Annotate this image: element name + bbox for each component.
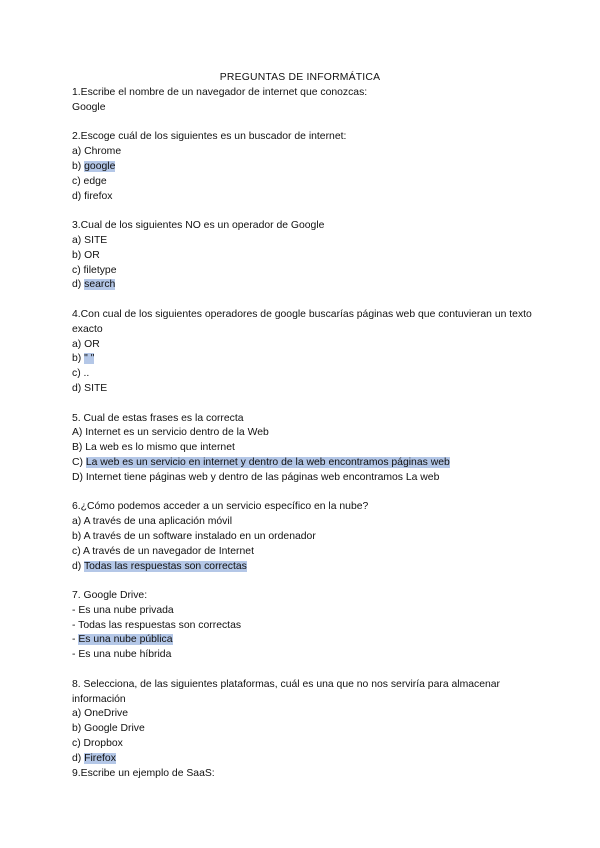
question-5: 5. Cual de estas frases es la correcta [72, 412, 244, 424]
highlighted-answer: Es una nube pública [78, 634, 173, 646]
question-list [72, 86, 532, 781]
option [72, 426, 532, 441]
option-prefix: d) [72, 752, 85, 764]
option-text: edge [83, 175, 107, 187]
option-text: La web es lo mismo que internet [85, 442, 235, 454]
option [72, 545, 532, 560]
spacer [72, 486, 532, 501]
option-prefix: c) [72, 545, 83, 557]
option-text: OneDrive [84, 708, 129, 720]
option-text: SITE [84, 382, 108, 394]
option-prefix: a) [72, 708, 85, 720]
option [72, 530, 532, 545]
option-prefix: d) [72, 190, 85, 202]
question-4: 4.Con cual de los siguientes operadores de google buscarías páginas web que contuvieran un texto exacto [72, 308, 532, 335]
option-text: A través de una aplicación móvil [83, 516, 232, 528]
option [72, 175, 532, 190]
highlighted-answer: " " [84, 353, 95, 365]
option-prefix: a) [72, 516, 84, 528]
option-prefix: - [72, 649, 79, 661]
question-9: 9.Escribe un ejemplo de SaaS: [72, 767, 215, 779]
option [72, 264, 532, 279]
option-text: Es una nube privada [78, 604, 174, 616]
option-prefix: B) [72, 442, 86, 454]
option-selected [72, 560, 532, 575]
option-text: Todas las respuestas son correctas [78, 619, 242, 631]
option-prefix: c) [72, 175, 84, 187]
highlighted-answer: google [84, 160, 116, 172]
option-prefix: a) [72, 338, 85, 350]
option-prefix: A) [72, 427, 86, 439]
spacer [72, 293, 532, 308]
option-text: OR [84, 249, 100, 261]
option [72, 145, 532, 160]
option-prefix: b) [72, 723, 85, 735]
option [72, 515, 532, 530]
option [72, 338, 532, 353]
option-text: OR [84, 338, 100, 350]
spacer [72, 397, 532, 412]
option-text: firefox [84, 190, 113, 202]
option-text: SITE [84, 234, 108, 246]
option-selected [72, 352, 532, 367]
question-1-answer: Google [72, 101, 106, 113]
option-prefix: d) [72, 382, 85, 394]
option-text: Internet es un servicio dentro de la Web [85, 427, 269, 439]
option [72, 707, 532, 722]
option-selected [72, 456, 532, 471]
spacer [72, 204, 532, 219]
option-selected [72, 752, 532, 767]
option-prefix: - [72, 619, 79, 631]
option-selected [72, 633, 532, 648]
option [72, 382, 532, 397]
option [72, 249, 532, 264]
option-prefix: b) [72, 249, 85, 261]
highlighted-answer: Todas las respuestas son correctas [83, 560, 247, 572]
option-text: Chrome [84, 146, 122, 158]
option-prefix: c) [72, 368, 84, 380]
option-text: Internet tiene páginas web y dentro de las páginas web encontramos La web [85, 471, 440, 483]
option [72, 648, 532, 663]
option-prefix: d) [72, 279, 85, 291]
page-title: PREGUNTAS DE INFORMÁTICA [219, 72, 381, 83]
option [72, 619, 532, 634]
option [72, 441, 532, 456]
option-prefix: a) [72, 234, 85, 246]
option-text: Dropbox [83, 738, 123, 750]
option-text: Google Drive [84, 723, 145, 735]
question-1: 1.Escribe el nombre de un navegador de internet que conozcas: [72, 87, 368, 98]
question-6: 6.¿Cómo podemos acceder a un servicio específico en la nube? [72, 501, 369, 513]
option [72, 471, 532, 486]
highlighted-answer: La web es un servicio en internet y dentro de la web encontramos páginas web [85, 456, 450, 468]
option-selected [72, 278, 532, 293]
option-text: .. [83, 368, 90, 380]
spacer [72, 663, 532, 678]
option-prefix: - [72, 604, 79, 616]
option-text: filetype [83, 264, 117, 276]
option-prefix: d) [72, 560, 84, 572]
option [72, 604, 532, 619]
option [72, 737, 532, 752]
question-2: 2.Escoge cuál de los siguientes es un buscador de internet: [72, 131, 347, 143]
question-7: 7. Google Drive: [72, 590, 148, 602]
option [72, 722, 532, 737]
option [72, 190, 532, 205]
option-text: A través de un navegador de Internet [82, 545, 254, 557]
option-prefix: c) [72, 264, 84, 276]
option [72, 367, 532, 382]
option-selected [72, 160, 532, 175]
option-prefix: a) [72, 146, 85, 158]
option-prefix: C) [72, 456, 86, 468]
option-prefix: b) [72, 530, 84, 542]
option-prefix: b) [72, 353, 85, 365]
option-prefix: - [72, 634, 79, 646]
option-text: A través de un software instalado en un ordenador [83, 530, 316, 542]
option-prefix: D) [72, 471, 86, 483]
option-prefix: b) [72, 160, 85, 172]
spacer [72, 116, 532, 131]
option [72, 234, 532, 249]
question-8: 8. Selecciona, de las siguientes plataformas, cuál es una que no nos serviría para almacenar información [72, 678, 500, 705]
spacer [72, 574, 532, 589]
highlighted-answer: Firefox [84, 752, 116, 764]
highlighted-answer: search [84, 279, 116, 291]
option-prefix: c) [72, 738, 84, 750]
option-text: Es una nube híbrida [78, 649, 172, 661]
question-3: 3.Cual de los siguientes NO es un operador de Google [72, 220, 325, 232]
